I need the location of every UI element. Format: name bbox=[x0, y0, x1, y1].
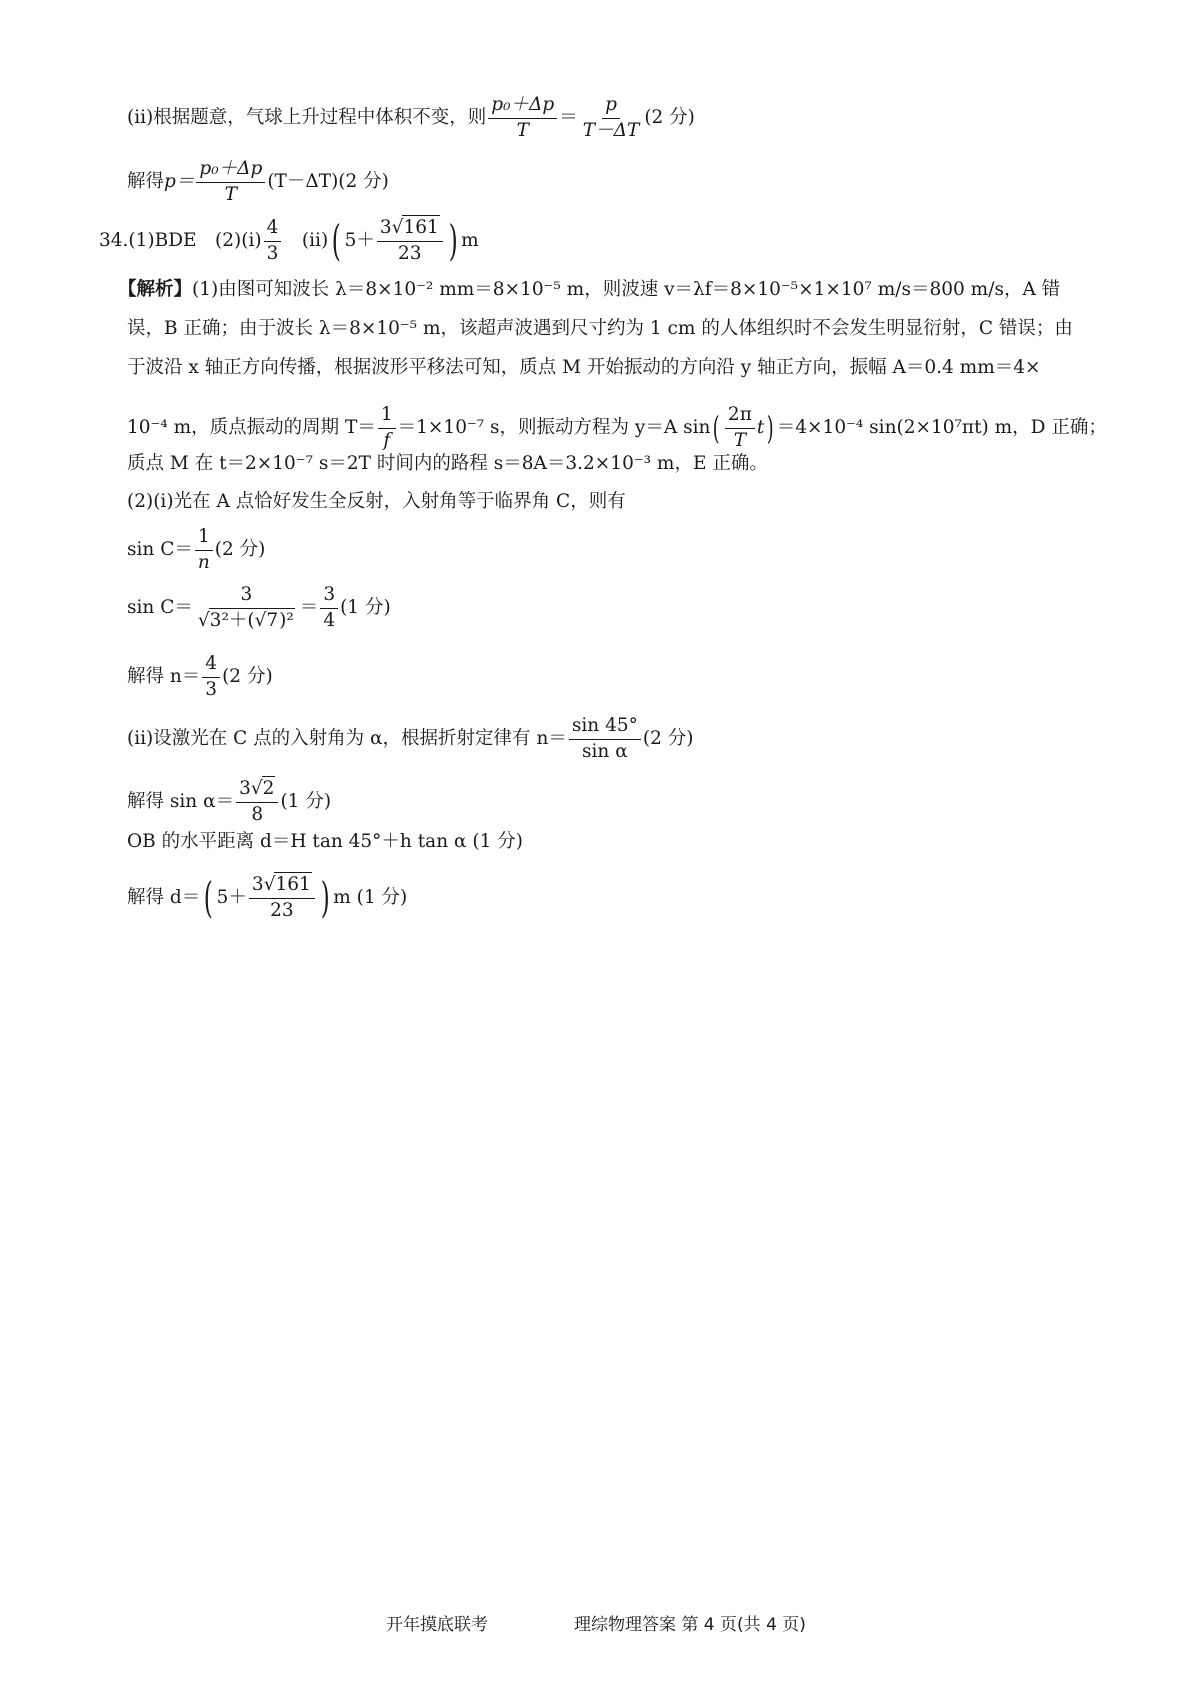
part-2-text: (ⅱ)设激光在 C 点的入射角为 α，根据折射定律有 n＝ bbox=[127, 727, 567, 749]
equation-lhs: sin C＝ bbox=[127, 596, 193, 618]
part-2-text: OB 的水平距离 d＝H tan 45°＋h tan α (1 分) bbox=[127, 831, 523, 852]
coefficient: 3 bbox=[251, 874, 264, 895]
numerator: 1 bbox=[195, 528, 213, 551]
analysis-text: 误，B 正确；由于波长 λ＝8×10⁻⁵ m，该超声波遇到尺寸约为 1 cm 的人体组织时不会发生明显衍射，C 错误；由 bbox=[127, 318, 1073, 339]
line-2 bbox=[127, 160, 389, 204]
analysis-text: ＝1×10⁻⁷ s，则振动方程为 y＝A sin bbox=[397, 416, 711, 438]
radicand: 2 bbox=[262, 778, 275, 799]
denominator: 23 bbox=[270, 899, 294, 921]
answer-part-1: (1)BDE (2)(ⅰ) bbox=[128, 229, 262, 251]
fraction-1-n bbox=[195, 528, 213, 572]
analysis-text: (1)由图可知波长 λ＝8×10⁻² mm＝8×10⁻⁵ m，则波速 v＝λf＝8×10⁻⁵×1×10⁷ m/s＝800 m/s，A 错 bbox=[192, 279, 1061, 300]
part-2-sina bbox=[127, 780, 331, 824]
denominator: sin α bbox=[582, 740, 628, 762]
score: (2 分) bbox=[222, 665, 273, 687]
equation-lhs: 解得 sin α＝ bbox=[127, 790, 235, 812]
denominator: 23 bbox=[398, 242, 422, 264]
equation-lhs: 解得 d＝ bbox=[127, 886, 201, 908]
coefficient: 3 bbox=[239, 778, 251, 799]
p-equals: p＝ bbox=[164, 170, 195, 192]
denominator: n bbox=[197, 551, 210, 573]
variable-t: t bbox=[756, 416, 765, 438]
fraction-p-over-T-dT bbox=[580, 96, 643, 140]
fraction-sqrt161-23 bbox=[249, 876, 315, 920]
radicand: 161 bbox=[275, 874, 311, 895]
radical-icon: √ bbox=[391, 217, 404, 238]
denominator: 4 bbox=[323, 609, 336, 631]
part-2-sinC-1 bbox=[127, 528, 265, 572]
numerator: 3 bbox=[237, 586, 255, 609]
fraction-p0-over-T bbox=[196, 160, 265, 204]
score: (1 分) bbox=[280, 790, 332, 812]
analysis-line-1 bbox=[118, 281, 1060, 300]
numerator: 4 bbox=[264, 219, 282, 242]
fraction-1-f bbox=[378, 406, 396, 450]
analysis-tag: 【解析】 bbox=[118, 279, 193, 300]
analysis-text: ＝4×10⁻⁴ sin(2×10⁷πt) m，D 正确； bbox=[776, 416, 1107, 438]
equals: ＝ bbox=[559, 106, 578, 128]
fraction-3sqrt2-8 bbox=[236, 780, 278, 824]
numerator: p bbox=[602, 96, 620, 119]
numerator: 2π bbox=[725, 406, 755, 429]
radicand-part: )² bbox=[279, 609, 294, 631]
right-paren: ) bbox=[767, 409, 774, 447]
fraction-4-3 bbox=[264, 219, 282, 263]
radical-icon: √ bbox=[250, 778, 263, 799]
numerator bbox=[249, 876, 315, 899]
numerator: p₀＋Δp bbox=[196, 160, 265, 183]
denominator: 3 bbox=[205, 678, 218, 700]
answer-part-2: (ⅱ) bbox=[283, 229, 329, 251]
radicand bbox=[209, 608, 295, 631]
question-34-answer bbox=[99, 216, 479, 265]
inner-radicand: 7 bbox=[266, 609, 279, 631]
numerator: 1 bbox=[378, 406, 396, 429]
numerator: 3 bbox=[320, 586, 338, 609]
numerator: p₀＋Δp bbox=[488, 96, 557, 119]
analysis-line-4 bbox=[127, 406, 1107, 450]
part-2-ob bbox=[127, 833, 523, 852]
fraction-4-3 bbox=[202, 655, 220, 699]
radical-icon: √ bbox=[263, 874, 276, 895]
fraction-sin45-sina bbox=[569, 717, 641, 761]
denominator: T bbox=[733, 429, 747, 451]
line-1-text: (ⅱ)根据题意，气球上升过程中体积不变，则 bbox=[127, 106, 487, 128]
line-2-text: 解得 bbox=[127, 170, 165, 192]
line-2-tail: (T－ΔT)(2 分) bbox=[267, 170, 389, 192]
denominator: T－ΔT bbox=[582, 119, 640, 141]
denominator: T bbox=[224, 183, 238, 205]
footer-right: 理综物理答案 第 4 页(共 4 页) bbox=[574, 1615, 806, 1635]
fraction-p0-over-T bbox=[488, 96, 557, 140]
analysis-text: 质点 M 在 t＝2×10⁻⁷ s＝2T 时间内的路程 s＝8A＝3.2×10⁻³ m，E 正确。 bbox=[127, 453, 768, 474]
part-2-ii bbox=[127, 717, 693, 761]
denominator: 3 bbox=[266, 242, 279, 264]
fraction-3-sqrt bbox=[195, 586, 298, 630]
score: m (1 分) bbox=[333, 886, 408, 908]
right-paren: ) bbox=[448, 216, 458, 265]
equation-lhs: sin C＝ bbox=[127, 538, 193, 560]
analysis-line-5 bbox=[127, 455, 768, 474]
score: (2 分) bbox=[214, 538, 266, 560]
five-plus: 5＋ bbox=[216, 886, 247, 908]
numerator bbox=[236, 780, 278, 803]
denominator: 8 bbox=[251, 803, 264, 825]
analysis-line-2 bbox=[127, 320, 1073, 339]
numerator bbox=[377, 219, 443, 242]
part-2-text: (2)(ⅰ)光在 A 点恰好发生全反射，入射角等于临界角 C，则有 bbox=[127, 491, 626, 512]
denominator: f bbox=[383, 429, 391, 451]
fraction-3-4 bbox=[320, 586, 338, 630]
fraction-2pi-T bbox=[725, 406, 755, 450]
radicand-part: 3²＋( bbox=[209, 609, 255, 631]
analysis-line-3 bbox=[127, 359, 1041, 378]
equals: ＝ bbox=[299, 596, 319, 618]
left-paren: ( bbox=[203, 873, 213, 922]
denominator: T bbox=[516, 119, 529, 141]
analysis-text: 10⁻⁴ m，质点振动的周期 T＝ bbox=[127, 416, 376, 438]
equation-lhs: 解得 n＝ bbox=[127, 665, 201, 687]
part-2-d bbox=[127, 873, 408, 922]
numerator: sin 45° bbox=[569, 717, 641, 740]
radicand: 161 bbox=[403, 217, 439, 238]
left-paren: ( bbox=[331, 216, 341, 265]
left-paren: ( bbox=[713, 409, 721, 447]
right-paren: ) bbox=[320, 873, 330, 922]
question-number: 34. bbox=[99, 229, 129, 251]
denominator bbox=[195, 609, 298, 631]
score: (2 分) bbox=[644, 106, 695, 128]
radical-icon: √ bbox=[197, 609, 210, 631]
part-2-line-1 bbox=[127, 493, 626, 512]
score: (2 分) bbox=[642, 727, 694, 749]
analysis-text: 于波沿 x 轴正方向传播，根据波形平移法可知，质点 M 开始振动的方向沿 y 轴正方向，振幅 A＝0.4 mm＝4× bbox=[127, 357, 1041, 378]
score: (1 分) bbox=[340, 596, 391, 618]
five-plus: 5＋ bbox=[344, 229, 375, 251]
radical-icon: √ bbox=[254, 609, 267, 631]
part-2-sinC-2 bbox=[127, 586, 391, 630]
part-2-n bbox=[127, 655, 273, 699]
line-1 bbox=[127, 96, 695, 140]
unit: m bbox=[461, 229, 479, 251]
numerator: 4 bbox=[202, 655, 220, 678]
footer-left: 开年摸底联考 bbox=[386, 1615, 488, 1635]
coefficient: 3 bbox=[379, 217, 392, 238]
fraction-sqrt161-23 bbox=[377, 219, 443, 263]
